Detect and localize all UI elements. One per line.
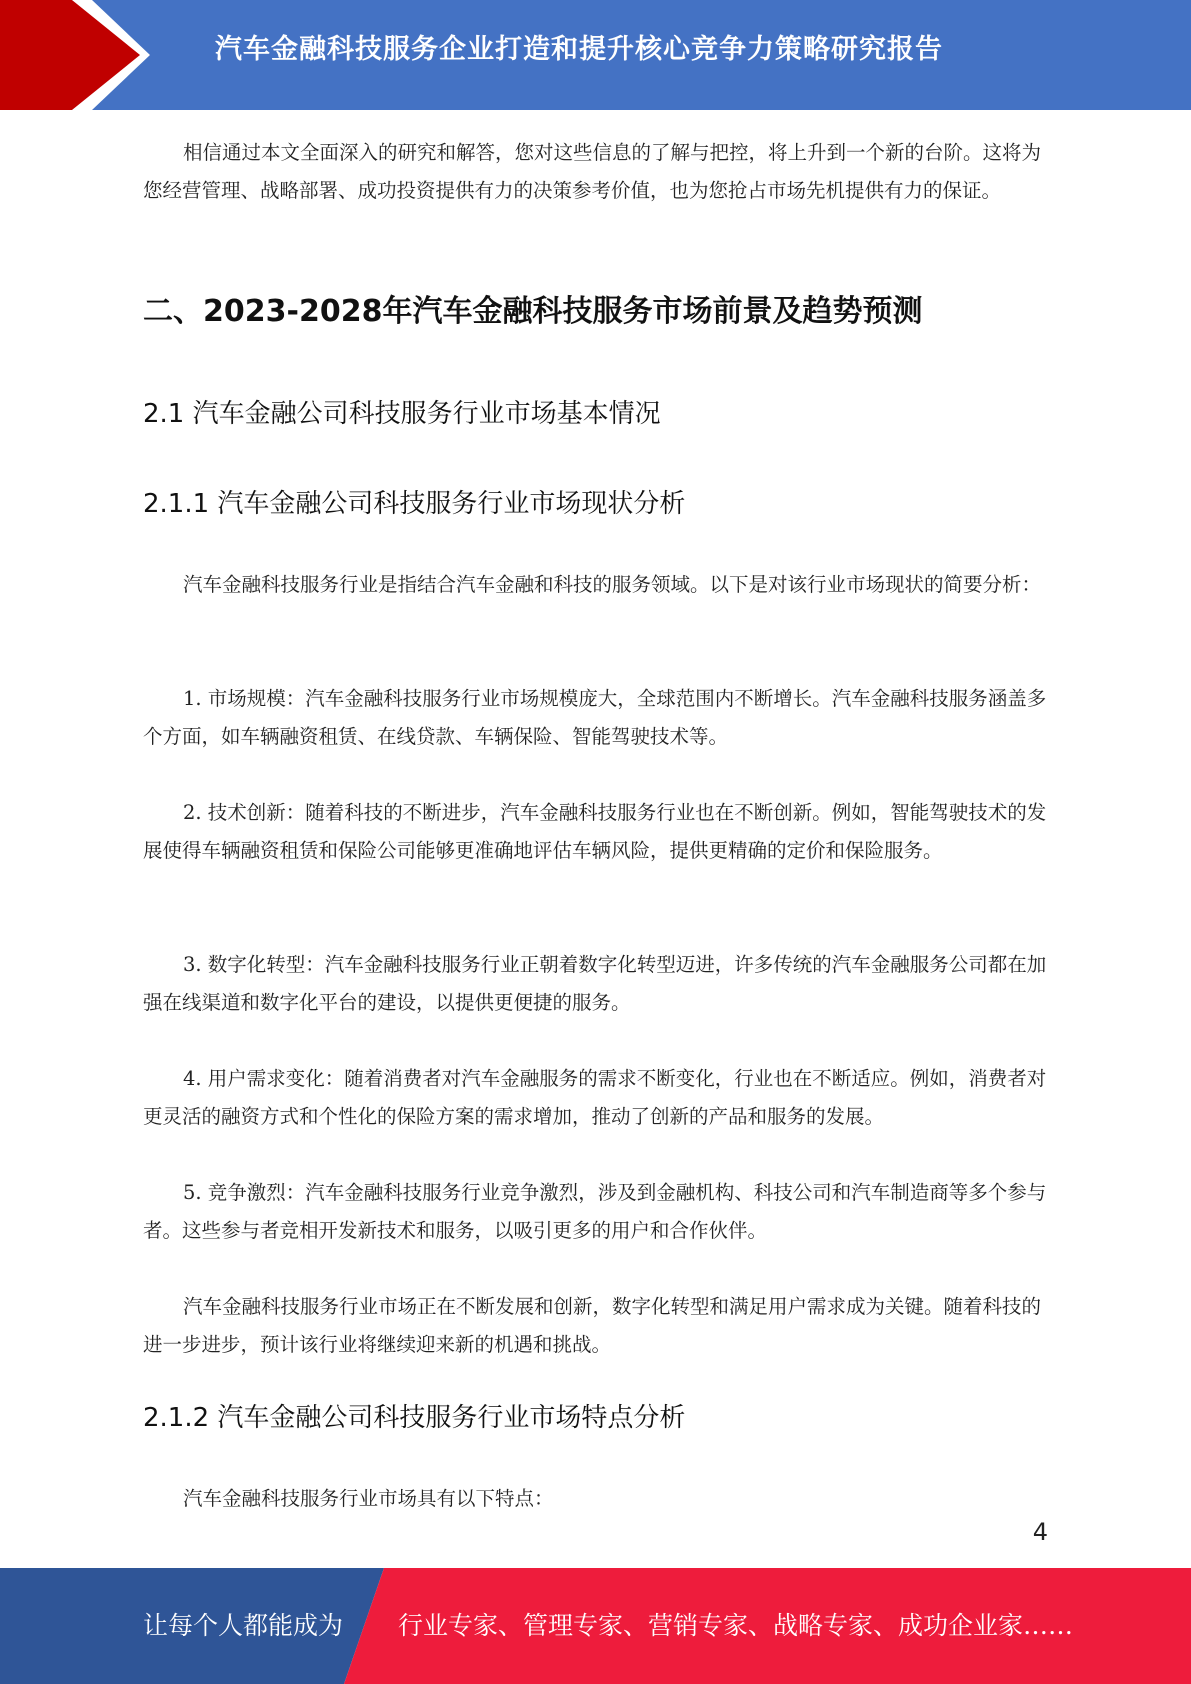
page-number: 4 bbox=[1032, 1518, 1048, 1546]
subsection-2-1-1-title: 2.1.1 汽车金融公司科技服务行业市场现状分析 bbox=[143, 489, 686, 519]
report-title: 汽车金融科技服务企业打造和提升核心竞争力策略研究报告 bbox=[215, 34, 943, 65]
list-item-3: 3. 数字化转型：汽车金融科技服务行业正朝着数字化转型迈进，许多传统的汽车金融服务公司都在加强在线渠道和数字化平台的建设，以提供更便捷的服务。 bbox=[143, 953, 1047, 1014]
subsection-2-1-title: 2.1 汽车金融公司科技服务行业市场基本情况 bbox=[143, 399, 661, 429]
footer-banner bbox=[0, 1568, 1191, 1684]
features-paragraph: 汽车金融科技服务行业市场具有以下特点： bbox=[183, 1487, 554, 1510]
list-item-1: 1. 市场规模：汽车金融科技服务行业市场规模庞大，全球范围内不断增长。汽车金融科技服务涵盖多个方面，如车辆融资租赁、在线贷款、车辆保险、智能驾驶技术等。 bbox=[143, 687, 1047, 748]
header-banner bbox=[0, 0, 1191, 110]
footer-slogan-left: 让每个人都能成为 bbox=[143, 1611, 344, 1640]
list-item-2: 2. 技术创新：随着科技的不断进步，汽车金融科技服务行业也在不断创新。例如，智能驾驶技术的发展使得车辆融资租赁和保险公司能够更准确地评估车辆风险，提供更精确的定价和保险服务。 bbox=[143, 801, 1047, 862]
section-title: 二、2023-2028年汽车金融科技服务市场前景及趋势预测 bbox=[143, 294, 923, 329]
summary-paragraph: 汽车金融科技服务行业市场正在不断发展和创新，数字化转型和满足用户需求成为关键。随着科技的进一步进步，预计该行业将继续迎来新的机遇和挑战。 bbox=[143, 1295, 1042, 1356]
intro-paragraph: 相信通过本文全面深入的研究和解答，您对这些信息的了解与把控，将上升到一个新的台阶。这将为您经营管理、战略部署、成功投资提供有力的决策参考价值，也为您抢占市场先机提供有力的保证。 bbox=[143, 141, 1042, 202]
overview-paragraph: 汽车金融科技服务行业是指结合汽车金融和科技的服务领域。以下是对该行业市场现状的简要分析： bbox=[183, 573, 1042, 596]
footer-slogan-right: 行业专家、管理专家、营销专家、战略专家、成功企业家…… bbox=[398, 1611, 1074, 1640]
list-item-5: 5. 竞争激烈：汽车金融科技服务行业竞争激烈，涉及到金融机构、科技公司和汽车制造商等多个参与者。这些参与者竞相开发新技术和服务，以吸引更多的用户和合作伙伴。 bbox=[143, 1181, 1047, 1242]
subsection-2-1-2-title: 2.1.2 汽车金融公司科技服务行业市场特点分析 bbox=[143, 1403, 686, 1433]
list-item-4: 4. 用户需求变化：随着消费者对汽车金融服务的需求不断变化，行业也在不断适应。例如，消费者对更灵活的融资方式和个性化的保险方案的需求增加，推动了创新的产品和服务的发展。 bbox=[143, 1067, 1047, 1128]
